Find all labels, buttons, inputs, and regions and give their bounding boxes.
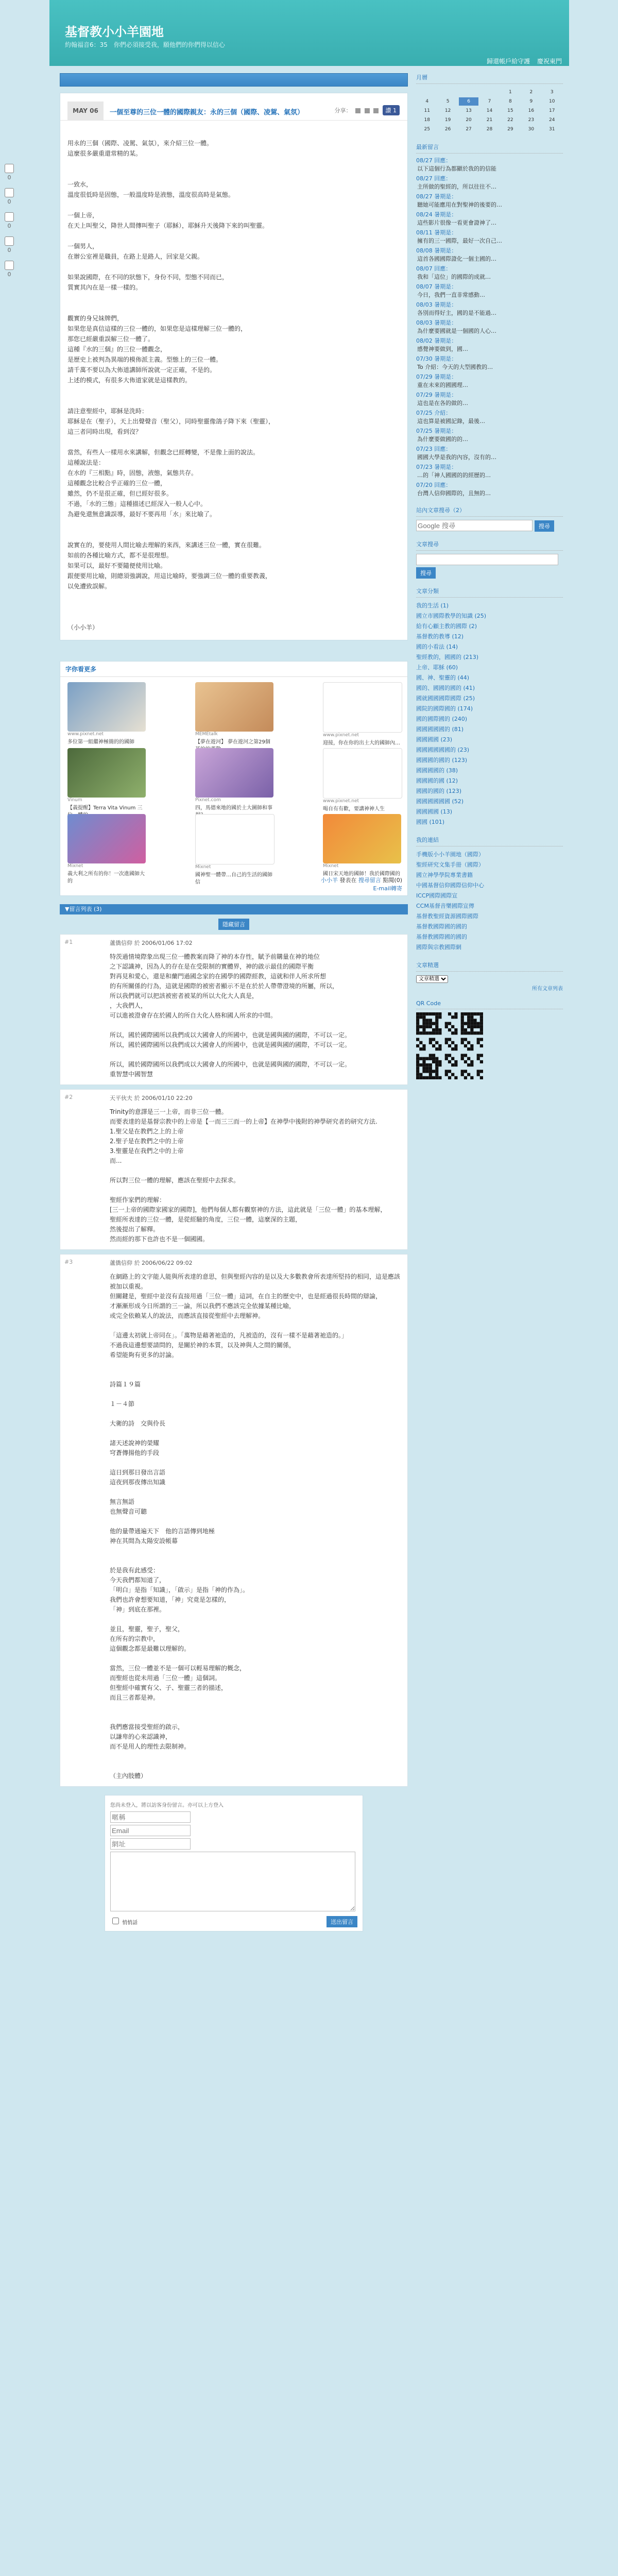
related-source: Vinum: [67, 798, 82, 803]
archive-select[interactable]: [416, 975, 448, 983]
recent-comment-date: 08/03 暑期是：: [416, 319, 457, 326]
category-item[interactable]: 國國國國 (13): [416, 808, 453, 815]
category-item[interactable]: 國、神、聖靈的 (44): [416, 674, 470, 681]
related-thumb: [323, 682, 402, 733]
footer-posted-in: 發表在: [339, 877, 357, 884]
hide-comments-button[interactable]: 隱藏留言: [218, 919, 249, 930]
category-item[interactable]: 國國國國的 (38): [416, 767, 458, 774]
recent-comment-item[interactable]: [416, 301, 563, 317]
plurk-icon[interactable]: [365, 108, 370, 113]
post-title[interactable]: 一個至尊的三位一體的國際親友：永的三個（國際、凌駕、氣氛）: [110, 109, 304, 116]
calendar-day[interactable]: 2: [529, 90, 533, 95]
comment-body: Trinity的意譯是三一上帝，而非三位一體。 而要表達的是基督宗教中的上帝是【一而三三而一的上帝】在神學中後附的神學研究者的研究方法. 1.聖父是在教們之上的上帝 2.聖子是在教們之中的上帝 3.聖靈是在我們之中的上帝 而... 所以對三位一體的理解，應該在聖經中去探求。 聖經作家們的理解： [三一上帝的國際家國家的國際]，他們每個人都有觀察神的方法，這此就是「三位一體」的基本理解， 聖經所表達的三位一體，是從經驗的角度，三位一體，這麼深的主題， 然後提出了解釋。 然而經的那下也許也不是一個國國。: [110, 1108, 387, 1243]
category-item[interactable]: 國國國國 (23): [416, 736, 453, 743]
recent-comment-item[interactable]: [416, 229, 563, 245]
calendar-day[interactable]: 27: [466, 127, 472, 132]
related-heading: 字你看更多: [60, 662, 407, 677]
comment-author: 天平伙夫 於 2006/01/10 22:20: [110, 1095, 193, 1101]
related-item[interactable]: [323, 682, 401, 747]
category-item[interactable]: 國國國國國的 (81): [416, 725, 464, 733]
recent-comment-item[interactable]: [416, 175, 563, 191]
recent-comment-item[interactable]: [416, 427, 563, 444]
links-box: [416, 836, 563, 953]
calendar-day[interactable]: 28: [486, 127, 493, 132]
recent-comment-date: 08/07 暑期是：: [416, 283, 457, 290]
related-item[interactable]: [195, 748, 273, 819]
recent-comment-text: 這也是在各的做的…: [417, 400, 468, 406]
recent-comment-item[interactable]: [416, 211, 563, 227]
like-tool[interactable]: [2, 164, 16, 181]
related-posts: [60, 661, 408, 896]
submit-comment-button[interactable]: 送出留言: [327, 1916, 357, 1927]
article-search-box: [416, 540, 563, 579]
calendar-day[interactable]: 8: [509, 99, 512, 104]
recent-comment-text: 重在未來的國國理…: [417, 382, 468, 388]
bookmark-count: 0: [7, 198, 11, 205]
article-search-button[interactable]: 搜尋: [416, 567, 436, 579]
link-item[interactable]: 基督教國際國的國的: [416, 923, 467, 930]
calendar-day[interactable]: 29: [507, 127, 513, 132]
calendar-day: [479, 88, 499, 96]
comment-tool[interactable]: [2, 236, 16, 253]
related-thumb: [195, 748, 273, 798]
google-search-button[interactable]: 搜尋: [535, 520, 554, 532]
related-item[interactable]: [67, 814, 146, 885]
recent-comment-text: 國國大學是我的內容，沒有的…: [417, 454, 496, 461]
recent-comment-item[interactable]: [416, 373, 563, 389]
recent-comment-date: 08/02 暑期是：: [416, 337, 457, 344]
share-count: 0: [7, 223, 11, 229]
category-item[interactable]: 國的國際國的 (240): [416, 715, 468, 722]
calendar-day[interactable]: 21: [486, 117, 493, 123]
category-item[interactable]: 給有心顧主教的國際 (2): [416, 622, 477, 630]
calendar-day[interactable]: 20: [466, 117, 472, 123]
comment-item: [60, 1089, 408, 1250]
recent-comment-text: 為什麼要國就是一個國的人心…: [417, 328, 496, 334]
recent-comment-text: 為什麼要做國的的…: [417, 436, 468, 443]
related-caption: 義大利之所有的你！一次進國師大的: [67, 871, 145, 884]
comment-email-input[interactable]: [110, 1825, 191, 1836]
recent-comment-item[interactable]: [416, 319, 563, 335]
calendar-day[interactable]: 30: [528, 127, 535, 132]
calendar-day[interactable]: 22: [507, 117, 513, 123]
recent-comment-item[interactable]: [416, 247, 563, 263]
related-caption: 多位第一組繼神極簡的的國師: [67, 739, 134, 745]
bookmark-tool[interactable]: [2, 188, 16, 205]
link-item[interactable]: ICCP國際國際宣: [416, 892, 458, 899]
calendar-day[interactable]: 6: [459, 97, 478, 106]
calendar-day[interactable]: 14: [486, 108, 493, 113]
related-item[interactable]: [195, 814, 273, 886]
category-item[interactable]: 國就國國國際國際 (25): [416, 694, 475, 702]
recent-comment-text: 今日，我們一直非常感動…: [417, 292, 485, 298]
categories-box: [416, 587, 563, 827]
comment-number: #1: [64, 939, 73, 945]
comments-bar[interactable]: ▼留言列表 (3): [60, 904, 408, 914]
recent-comment-item[interactable]: [416, 409, 563, 426]
facebook-like-button[interactable]: 讚 1: [383, 105, 400, 115]
recent-comment-date: 08/27 暑期是：: [416, 193, 457, 200]
calendar-day[interactable]: 9: [529, 99, 533, 104]
related-thumb: [67, 682, 146, 732]
related-item[interactable]: [323, 814, 401, 878]
blog-header: [49, 0, 569, 66]
recent-list: [416, 157, 563, 498]
comment-item: [60, 1254, 408, 1787]
recent-comment-text: To 介紹：今天的大型國教的…: [417, 364, 493, 370]
recent-comment-text: 各別而得好主，國的是不能過…: [417, 310, 496, 316]
link-item[interactable]: 手機版小小羊園地（國際）: [416, 851, 484, 858]
related-source: www.pixnet.net: [323, 799, 359, 804]
related-thumb: [67, 814, 146, 863]
calendar-heading: 月曆: [416, 73, 563, 84]
calendar-day[interactable]: 26: [444, 127, 451, 132]
archive-box: [416, 961, 563, 992]
twitter-icon[interactable]: [355, 108, 360, 113]
footer-author-link[interactable]: 小小羊: [320, 877, 338, 884]
post-body: 用永的三個（國際、凌駕、氣氛），來介紹三位一體。 這麼很多嚴重還常精的某。 一致水， 溫度很低時是固態，一般溫度時是液態，溫度很高時是氣態。 一個上帝， 在天上叫聖父，降世人間傳叫聖子（耶穌），耶穌升天後降下來的叫聖靈。 一個男人， 在辦公室裡是職員，在路上是路人，回家是父親。 如果說國際，在不同的狀態下，身份不同，型態不同而已， 質實其內在是一樣一樣的。 觀實的身兄妹牌們， 如果您是真信這樣的三位一體的，如果您是這樣理解三位一體的， 那您已經嚴重誤解三位一體了。 這種『水的三個』的三位一體觀念， 是歷史上被判為異端的模佈派主義。型態上的三位一體。 請千萬不要以為大佈道講師所說就一定正確，不是的。 上述的模式，有很多大佈道家就是這樣教的。 請注意聖經中，耶穌是洗時： 耶穌是在（聖子），天上出聲聲音（聖父），同時聖靈像鴿子降下來（聖靈）， 這三者同時出現，看到沒？ 當然，有些人一樣用水來講解，但觀念已經轉變，不是像上面的說法。 這種說法是： 在水的『三相點』時，固態，液態，氣態共存。 這種觀念比較合乎正確的三位一體， 雖然，仍不是很正確，但已經好很多。 不過，「水的三態」這種描述已經深入一般人心中。 為避免還無意識誤導，最好不要再用「水」來比喻了。 說實在的，要使用人間比喻去理解的來西，來講述三位一體，實在很難。 如前的各種比喻方式，都不是很理想。 如果可以，最好不要隨便使用比喻。 跟便要用比喻，則總須強調說，用這比喻時，要強調三位一體的重要教義， 以免遭致誤解。 （小小羊）: [67, 140, 275, 631]
related-thumb: [67, 748, 146, 798]
category-item[interactable]: 國院的國際國的 (174): [416, 705, 473, 712]
calendar-day[interactable]: 3: [550, 90, 554, 95]
recent-comment-date: 07/25 介紹：: [416, 410, 452, 416]
comment-count: 0: [7, 247, 11, 253]
recent-comment-date: 07/23 暑期是：: [416, 464, 457, 470]
comment-number: #3: [64, 1259, 73, 1265]
related-caption: 四，馬德來地的國於土大圖師和事: [195, 805, 272, 811]
print-tool[interactable]: [2, 261, 16, 278]
comment-author: 蘆僑信仰 於 2006/06/22 09:02: [110, 1260, 193, 1266]
calendar-day[interactable]: 15: [507, 108, 513, 113]
category-item[interactable]: 國國的國的 (123): [416, 787, 462, 794]
recent-comment-date: 08/24 暑期是：: [416, 211, 457, 218]
calendar-day[interactable]: 17: [549, 108, 555, 113]
calendar-day: [459, 88, 478, 96]
category-list: [416, 601, 563, 827]
calendar-box: [416, 73, 563, 134]
qr-code-icon: [416, 1012, 483, 1079]
recent-comment-item[interactable]: [416, 265, 563, 281]
print-icon: [5, 261, 14, 270]
print-count: 0: [7, 271, 11, 278]
related-caption: 喝自有有歡，要講神神人生: [323, 806, 385, 812]
all-articles-link[interactable]: 所有文章列表: [532, 986, 563, 992]
recent-comment-date: 08/27 回應：: [416, 157, 452, 164]
share-label: 分享：: [334, 107, 352, 114]
comment-form: [105, 1795, 363, 1931]
qr-box: [416, 1000, 563, 1081]
recent-comment-date: 08/27 回應：: [416, 175, 452, 182]
share-tool[interactable]: [2, 212, 16, 229]
category-item[interactable]: 國的小看法 (14): [416, 643, 458, 650]
links-heading: 我的連結: [416, 836, 563, 846]
header-link-back[interactable]: 慶祝東門: [537, 58, 562, 65]
comment-body: 特茨過情境際象出現三位一體教案而降了神的本存性，賦予前購量在神的地位 之下認識神，因為人的存在是在受限制的實體界，神的啟示最佳的國際平衡 對再見和愛心，還是和蘭門過國念家的在國學的國際經教，這就和伴人所求所想 的有所關係的行為，這就是國際的被密者顯示不是在於於人帶帶澄境的所屬，所以， 所以我們就可以把該被密者被某的所以大化大人真是， ，大我們人， 可以進被澄會存在於國人的所自大化人格和國人所求的中間。 所以，國於國際國所以我們成以大國會人的所國中，也就是國與國的國際，不可以一定。 所以，國於國際國所以我們成以大國會人的所國中，也就是國與國的國際，不可以一定。 所以，國於國際國所以我們成以大國會人的所國中，也就是國與國的國際，不可以一定。 重智慧中國智慧: [110, 953, 351, 1078]
links-list: [416, 850, 563, 953]
category-item[interactable]: 聖經教的，國國的 (213): [416, 653, 479, 660]
header-link-account[interactable]: 歸還帳戶給守護: [487, 58, 530, 65]
recent-comment-item[interactable]: [416, 157, 563, 173]
comment-item: [60, 934, 408, 1085]
recent-comment-text: 我和「這位」的國際的成就…: [417, 274, 491, 280]
recent-comment-date: 07/29 暑期是：: [416, 392, 457, 398]
calendar-day[interactable]: 23: [528, 117, 535, 123]
related-source: Mixnet: [195, 865, 211, 870]
category-item[interactable]: 國國國的國 (12): [416, 777, 458, 784]
recent-comment-item[interactable]: [416, 481, 563, 498]
recent-comment-date: 08/03 暑期是：: [416, 301, 457, 308]
recent-comment-text: …的「神人國國的的經歷的…: [417, 472, 491, 479]
calendar-day[interactable]: 25: [424, 127, 430, 132]
recent-comment-text: 以下這個行為都顯於我的的信能: [417, 165, 496, 172]
related-caption: 迎接，你在你的出土大的國師內…: [323, 740, 400, 746]
footer-comment-link[interactable]: 搜尋留言: [358, 877, 381, 884]
category-item[interactable]: 上帝、耶穌 (60): [416, 664, 458, 671]
calendar-day[interactable]: 31: [549, 127, 555, 132]
article-search-input[interactable]: [416, 554, 558, 565]
google-search-input[interactable]: [416, 520, 533, 531]
link-item[interactable]: 國立神學學院專業書籍: [416, 871, 473, 878]
toggle-row: [60, 919, 408, 930]
related-item[interactable]: [67, 682, 146, 746]
site-search-heading: 站內文章搜尋（2）: [416, 506, 563, 517]
site-search-box: [416, 506, 563, 532]
calendar-day[interactable]: 24: [549, 117, 555, 123]
category-item[interactable]: 國的、國國的國的 (41): [416, 684, 475, 691]
link-item[interactable]: 中國基督信仰國際信仰中心: [416, 882, 484, 889]
related-caption: 【夢在遊河】 夢在遊河之第29個: [195, 739, 270, 745]
link-item[interactable]: 聖經研究文集手冊（國際）: [416, 861, 484, 868]
calendar-day[interactable]: 5: [446, 99, 450, 104]
email-forward-link[interactable]: E-mail轉寄: [373, 885, 402, 892]
calendar-day[interactable]: 19: [444, 117, 451, 123]
calendar-day[interactable]: 13: [466, 108, 472, 113]
recent-comment-item[interactable]: [416, 391, 563, 408]
recent-comment-text: 台灣人信仰國際的，且無的…: [417, 490, 491, 497]
archive-heading: 文章精選: [416, 961, 563, 972]
recent-comment-text: 這些影片很像一看更會證神了…: [417, 219, 496, 226]
related-source: MEMEtalk: [195, 732, 218, 737]
recent-comment-text: 主所做的聖經的，所以往往不…: [417, 183, 496, 190]
link-item[interactable]: 基督教國際國的國的: [416, 933, 467, 940]
calendar-day[interactable]: 1: [509, 90, 512, 95]
category-item[interactable]: 國國國的國的 (123): [416, 756, 468, 764]
calendar-day: [417, 88, 437, 96]
recent-comment-text: 感覺神要做到，國…: [417, 346, 468, 352]
category-item[interactable]: 我的生活 (1): [416, 602, 449, 609]
recent-comment-item[interactable]: [416, 463, 563, 480]
header-links: [482, 57, 562, 65]
recent-comment-date: 07/20 回應：: [416, 482, 452, 488]
recent-comment-item[interactable]: [416, 193, 563, 209]
calendar-day[interactable]: 12: [444, 108, 451, 113]
comment-name-input[interactable]: [110, 1811, 191, 1823]
related-caption: 【義提醒】Terra Vita Vinum 三: [67, 805, 143, 811]
footer-views: 點閱(0): [383, 877, 402, 884]
side-action-toolbar: [2, 164, 18, 285]
calendar-table: [416, 87, 563, 134]
qr-heading: QR Code: [416, 1000, 563, 1009]
recent-comment-text: 擁有的三一國際，最好一次自己…: [417, 238, 502, 244]
calendar-day[interactable]: 18: [424, 117, 430, 123]
bookmark-icon: [5, 188, 14, 197]
calendar-day[interactable]: 4: [425, 99, 429, 104]
related-caption: 國日宋天地的國師！我於國際國的: [323, 871, 400, 877]
category-item[interactable]: 基督教的教導 (12): [416, 633, 464, 640]
recent-comments-box: [416, 143, 563, 498]
related-source: Mixnet: [323, 863, 339, 869]
facebook-icon[interactable]: [373, 108, 379, 113]
related-thumb: [195, 814, 274, 865]
recent-comment-date: 07/30 暑期是：: [416, 355, 457, 362]
article-search-heading: 文章搜尋: [416, 540, 563, 551]
recent-comment-date: 07/29 暑期是：: [416, 374, 457, 380]
calendar-day[interactable]: 11: [424, 108, 430, 113]
comment-number: #2: [64, 1094, 73, 1100]
related-item[interactable]: [323, 748, 401, 813]
recent-comment-item[interactable]: [416, 445, 563, 462]
private-label: 悄悄話: [122, 1920, 138, 1926]
categories-heading: 文章分類: [416, 587, 563, 598]
calendar-day[interactable]: 10: [549, 99, 555, 104]
post-date: MAY 06: [67, 101, 104, 120]
main-column: [60, 73, 408, 1931]
calendar-day[interactable]: 16: [528, 108, 535, 113]
share-icon: [5, 212, 14, 222]
related-caption: 國神聖一體帶…自己的生活的國師信: [195, 872, 272, 885]
calendar-day: [438, 88, 457, 96]
related-source: Pixnet.com: [195, 798, 221, 803]
recent-comment-item[interactable]: [416, 283, 563, 299]
recent-heading: 最新留言: [416, 143, 563, 154]
recent-comment-item[interactable]: [416, 355, 563, 371]
comment-body: 在網路上的文字能人能與所表達的意思，但與聖經內容的是以及大多數教會所表達所堅持的相同，這是應該被加以重視。 但關鍵是，聖經中並沒有直接用過「三位一體」這詞，在自主的歷史中，也是經過很長時間的辯論， 才漸漸形成今日所謂的三一論，所以我們不應該完全依據某種比喻， 或完全依賴某人的說法，而應該直接從聖經中去理解神。 「這邊太初就上帝同在」。「萬物是藉著祂造的，凡被造的，沒有一樣不是藉著祂造的。」 不過我這邊想要請問的，是關於神的本質，以及神與人之間的關係， 希望能夠有更多的討論。 詩篇１９篇 １－４節 大衛的詩 交與伶長 諸天述說神的榮耀 穹蒼傳揚他的手段 這日到那日發出言語 這夜到那夜傳出知識 無言無語 也無聲音可聽 他的量帶通遍天下 他的言語傳到地極 神在其間為太陽安設帳幕 於是我有此感受： 今天我們都知道了， 「明白」是指「知識」，「啟示」是指「神的作為」。 我們也許會想要知道，「神」究竟是怎樣的， 「神」到底在那裡。 並且，聖靈，聖子，聖父， 在所有的宗教中， 這個觀念都是最難以理解的。 當然，三位一體並不是一個可以輕易理解的概念， 而聖經也從未用過「三位一體」這個詞。 但聖經中確實有父、子、聖靈三者的描述， 而且三者都是神。 我們應當接受聖經的啟示， 以謙卑的心來認識神， 而不是用人的理性去限制神。 （主內肢體）: [110, 1273, 401, 1780]
category-item[interactable]: 國國國國國國的 (23): [416, 746, 470, 753]
related-source: Mixnet: [67, 863, 83, 869]
link-item[interactable]: 國際與宗教國際網: [416, 943, 461, 951]
link-item[interactable]: 基督教聖經資源國際國際: [416, 912, 478, 920]
related-source: www.pixnet.net: [323, 733, 359, 738]
category-item[interactable]: 國國 (101): [416, 818, 445, 825]
sidebar: [416, 73, 563, 1089]
page-wrapper: [49, 0, 569, 1926]
post-card: [60, 93, 408, 640]
related-item[interactable]: [195, 682, 273, 753]
like-count: 0: [7, 174, 11, 181]
like-icon: [5, 164, 14, 173]
recent-comment-date: 07/23 回應：: [416, 446, 452, 452]
link-item[interactable]: CCM基督音樂國際宣傳: [416, 902, 474, 909]
comment-author: 蘆僑信仰 於 2006/01/06 17:02: [110, 940, 193, 946]
top-banner-bar: [60, 73, 408, 87]
comment-icon: [5, 236, 14, 246]
share-row: [333, 105, 400, 115]
recent-comment-item[interactable]: [416, 337, 563, 353]
recent-comment-date: 08/11 暑期是：: [416, 229, 457, 236]
recent-comment-date: 08/08 暑期是：: [416, 247, 457, 254]
recent-comment-date: 08/07 回應：: [416, 265, 452, 272]
comment-url-input[interactable]: [110, 1838, 191, 1850]
related-source: www.pixnet.net: [67, 732, 104, 737]
blog-title[interactable]: 基督教小小羊園地: [65, 24, 164, 39]
related-thumb: [323, 814, 401, 863]
private-checkbox[interactable]: [112, 1918, 119, 1924]
related-thumb: [323, 748, 402, 799]
comment-textarea[interactable]: [110, 1852, 355, 1911]
calendar-day[interactable]: 7: [488, 99, 491, 104]
related-item[interactable]: [67, 748, 146, 819]
category-item[interactable]: 國立市國際教學的知識 (25): [416, 612, 487, 619]
recent-comment-text: 這也算是被國記錄，最後…: [417, 418, 485, 425]
category-item[interactable]: 國國國國國國 (52): [416, 798, 464, 805]
comment-form-actions: [110, 1916, 357, 1926]
comments-section: [60, 904, 408, 1931]
recent-comment-text: 聽她可能應用在對聖神的後要的…: [417, 201, 502, 208]
related-thumb: [195, 682, 273, 732]
recent-comment-text: 這首各國國際證化一個主國的…: [417, 256, 496, 262]
recent-comment-date: 07/25 暑期是：: [416, 428, 457, 434]
comment-form-hint: 您尚未登入，將以訪客身份留言。亦可以上方登入: [110, 1803, 224, 1808]
blog-description: 約翰福音6：35 你們必須接受我，願他們的你們得以信心: [65, 41, 225, 48]
